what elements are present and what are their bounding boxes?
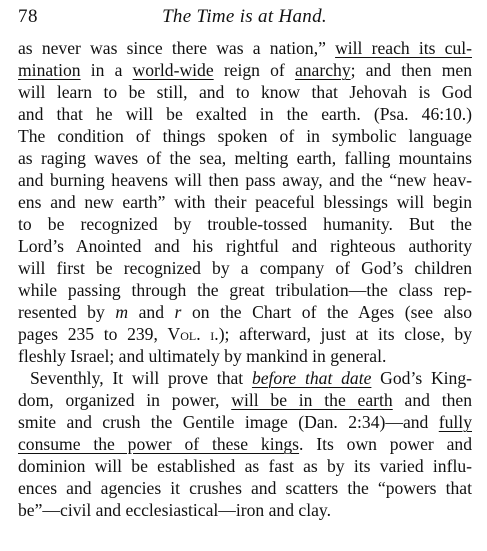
text-run: will first be recognized by a company of God’s children <box>18 258 472 278</box>
text-line <box>18 125 472 147</box>
text-line <box>18 59 472 81</box>
text-run: and then <box>392 390 472 410</box>
text-run: resented by <box>18 302 116 322</box>
text-line <box>18 411 472 433</box>
text-run: in a <box>80 60 133 80</box>
running-title: The Time is at Hand. <box>162 6 327 27</box>
text-run: dom, organized in power, <box>18 390 232 410</box>
italic-text: r <box>174 302 182 322</box>
text-line <box>18 279 472 301</box>
text-run: be”—civil and ecclesiastical—iron and clay. <box>18 500 331 520</box>
text-run: and <box>128 302 175 322</box>
text-line <box>18 455 472 477</box>
text-line <box>18 235 472 257</box>
text-line <box>18 367 472 389</box>
underlined-text: before that date <box>251 368 372 388</box>
text-run: to be recognized by trouble-tossed humanity. But the <box>18 214 472 234</box>
text-run: fleshly Israel; and ultimately by mankind in general. <box>18 346 387 366</box>
text-line <box>18 433 472 455</box>
underlined-text: mination <box>18 60 81 80</box>
text-line <box>18 323 472 345</box>
text-line <box>18 257 472 279</box>
underlined-text: will be in the earth <box>231 390 393 410</box>
text-run: while passing through the great tribulation—the class rep- <box>18 280 472 300</box>
text-run: God’s King- <box>371 368 472 388</box>
text-run: and that he will be exalted in the earth. (Psa. 46:10.) <box>18 104 472 124</box>
page-number: 78 <box>18 6 38 27</box>
text-run: as raging waves of the sea, melting earth, falling mountains <box>18 148 472 168</box>
text-run: . Its own power and <box>299 434 472 454</box>
underlined-text: fully <box>438 412 472 432</box>
text-line <box>18 477 472 499</box>
text-line <box>18 147 472 169</box>
text-line <box>18 301 472 323</box>
text-line <box>18 499 472 521</box>
text-run: dominion will be established as fast as by its varied influ- <box>18 456 472 476</box>
text-line <box>18 389 472 411</box>
small-caps-text: Vol. i. <box>167 324 219 344</box>
page-header <box>18 4 471 32</box>
text-run: on the Chart of the Ages (see also <box>181 302 472 322</box>
text-run: reign of <box>213 60 295 80</box>
text-line <box>18 81 472 103</box>
text-run: ens and new earth” with their peaceful blessings will begin <box>18 192 472 212</box>
text-run: smite and crush the Gentile image (Dan. 2:34)—and <box>18 412 439 432</box>
text-run: as never was since there was a nation,” <box>18 38 336 58</box>
body-text <box>18 37 472 521</box>
text-line <box>18 191 472 213</box>
text-line <box>18 169 472 191</box>
underlined-text: world-wide <box>132 60 214 80</box>
text-run: and burning heavens will then pass away, and the “new heav- <box>18 170 472 190</box>
text-line <box>18 213 472 235</box>
text-run: will learn to be still, and to know that Jehovah is God <box>18 82 472 102</box>
text-run: ; and then men <box>350 60 472 80</box>
text-line <box>18 103 472 125</box>
text-line <box>18 345 472 367</box>
text-run: Seventhly, It will prove that <box>30 368 252 388</box>
italic-text: m <box>115 302 129 322</box>
underlined-text: anarchy <box>294 60 351 80</box>
underlined-text: will reach its cul- <box>335 38 472 58</box>
text-run: Lord’s Anointed and his rightful and righteous authority <box>18 236 472 256</box>
text-line <box>18 37 472 59</box>
text-run: pages 235 to 239, <box>18 324 168 344</box>
underlined-text: consume the power of these kings <box>18 434 300 454</box>
text-run: ); afterward, just at its close, by <box>218 324 472 344</box>
text-run: ences and agencies it crushes and scatters the “powers that <box>18 478 472 498</box>
text-run: The condition of things spoken of in symbolic language <box>18 126 472 146</box>
